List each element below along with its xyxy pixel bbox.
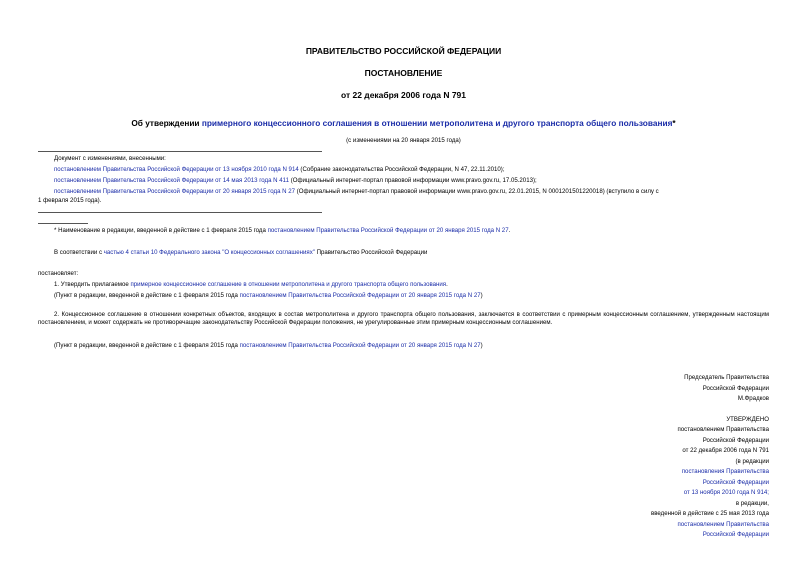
approval-link[interactable]: Российской Федерации	[702, 531, 769, 538]
approval-link[interactable]: от 13 ноября 2010 года N 914;	[683, 489, 769, 496]
amendment-source: (Официальный интернет-портал правовой информации www.pravo.gov.ru, 17.05.2013);	[289, 177, 537, 184]
footnote-text: * Наименование в редакции, введенной в действие с 1 февраля 2015 года	[54, 227, 268, 234]
amendment-item	[54, 166, 505, 174]
amendment-source: (Собрание законодательства Российской Федерации, N 47, 22.11.2010);	[298, 166, 505, 173]
point-1-link[interactable]: примерное концессионное соглашение в отношении метрополитена и другого транспорта общего пользования	[130, 281, 447, 288]
approval-title: УТВЕРЖДЕНО	[726, 416, 769, 423]
basis-suffix: Правительство Российской Федерации	[314, 249, 428, 256]
approval-line: введенной в действие с 25 мая 2013 года	[651, 510, 769, 517]
amendment-link[interactable]: постановлением Правительства Российской Федерации от 20 января 2015 года N 27	[54, 188, 296, 195]
point-2-note-prefix: (Пункт в редакции, введенной в действие с 1 февраля 2015 года	[54, 342, 240, 349]
approval-line: в редакции,	[735, 499, 769, 507]
amendment-link[interactable]: постановлением Правительства Российской Федерации от 13 ноября 2010 года N 914	[54, 166, 299, 173]
divider-top	[38, 151, 322, 152]
title-footnote	[54, 227, 510, 235]
amendment-link[interactable]: постановлением Правительства Российской Федерации от 14 мая 2013 года N 411	[54, 177, 289, 184]
document-title	[0, 118, 807, 128]
point-2: 2. Концессионное соглашение в отношении конкретных объектов, входящих в состав метрополитена и другого транспорта общего пользования, заключается в соответствии с примерным концессионным соглашением, утвержденным настоящим постановлением, и может содержать не противоречащие законодательству Российской Федерации положения, не урегулированные этим примерным концессионным соглашением.	[38, 311, 769, 327]
document-date-number: от 22 декабря 2006 года N 791	[340, 90, 467, 100]
approval-link[interactable]: постановления Правительства	[681, 468, 769, 475]
amendment-source: (Официальный интернет-портал правовой информации www.pravo.gov.ru, 22.01.2015, N 0001201501220018) (вступило в силу с	[295, 188, 659, 195]
legal-basis	[54, 249, 427, 257]
signature-position: Председатель Правительства	[684, 374, 769, 381]
point-1-note-prefix: (Пункт в редакции, введенной в действие с 1 февраля 2015 года	[54, 292, 240, 299]
approval-line: Российской Федерации	[702, 436, 769, 444]
point-1-prefix: 1. Утвердить прилагаемое	[54, 281, 131, 288]
title-link[interactable]: примерного концессионного соглашения в отношении метрополитена и другого транспорта общего пользования	[201, 118, 673, 128]
footnote-divider	[38, 223, 88, 224]
point-2-note-link[interactable]: постановлением Правительства Российской Федерации от 20 января 2015 года N 27	[239, 342, 481, 349]
point-1-end: .	[446, 281, 448, 288]
document-type-heading: ПОСТАНОВЛЕНИЕ	[364, 68, 443, 78]
point-1-note	[54, 292, 483, 300]
approval-line: постановлением Правительства	[677, 426, 769, 433]
government-heading: ПРАВИТЕЛЬСТВО РОССИЙСКОЙ ФЕДЕРАЦИИ	[305, 46, 502, 56]
revision-note: (с изменениями на 20 января 2015 года)	[346, 137, 461, 144]
approval-link[interactable]: постановлением Правительства	[677, 520, 769, 528]
amendments-intro: Документ с изменениями, внесенными:	[54, 155, 166, 162]
divider-bottom	[38, 212, 322, 213]
title-asterisk: *	[672, 118, 676, 128]
point-1-note-end: )	[480, 292, 483, 299]
amendment-continuation: 1 февраля 2015 года).	[38, 197, 102, 204]
point-2-note	[54, 342, 483, 350]
footnote-link[interactable]: постановлением Правительства Российской Федерации от 20 января 2015 года N 27	[267, 227, 509, 234]
signature-name: М.Фрадков	[737, 395, 769, 402]
amendment-item	[54, 188, 659, 196]
decides-label: постановляет:	[38, 270, 79, 277]
basis-link[interactable]: частью 4 статьи 10 Федерального закона "О концессионных соглашениях"	[103, 249, 315, 256]
footnote-end: .	[508, 227, 511, 234]
signature-country: Российской Федерации	[702, 384, 769, 392]
approval-link[interactable]: Российской Федерации	[702, 478, 769, 486]
title-prefix: Об утверждении	[131, 118, 202, 128]
approval-line: от 22 декабря 2006 года N 791	[682, 447, 769, 454]
point-1-note-link[interactable]: постановлением Правительства Российской Федерации от 20 января 2015 года N 27	[239, 292, 481, 299]
amendment-item	[54, 177, 537, 185]
signature-block	[684, 373, 769, 405]
approval-block	[651, 414, 769, 541]
point-1	[54, 281, 448, 289]
basis-prefix: В соответствии с	[54, 249, 104, 256]
approval-line: (в редакции	[735, 457, 769, 465]
point-2-note-end: )	[480, 342, 483, 349]
